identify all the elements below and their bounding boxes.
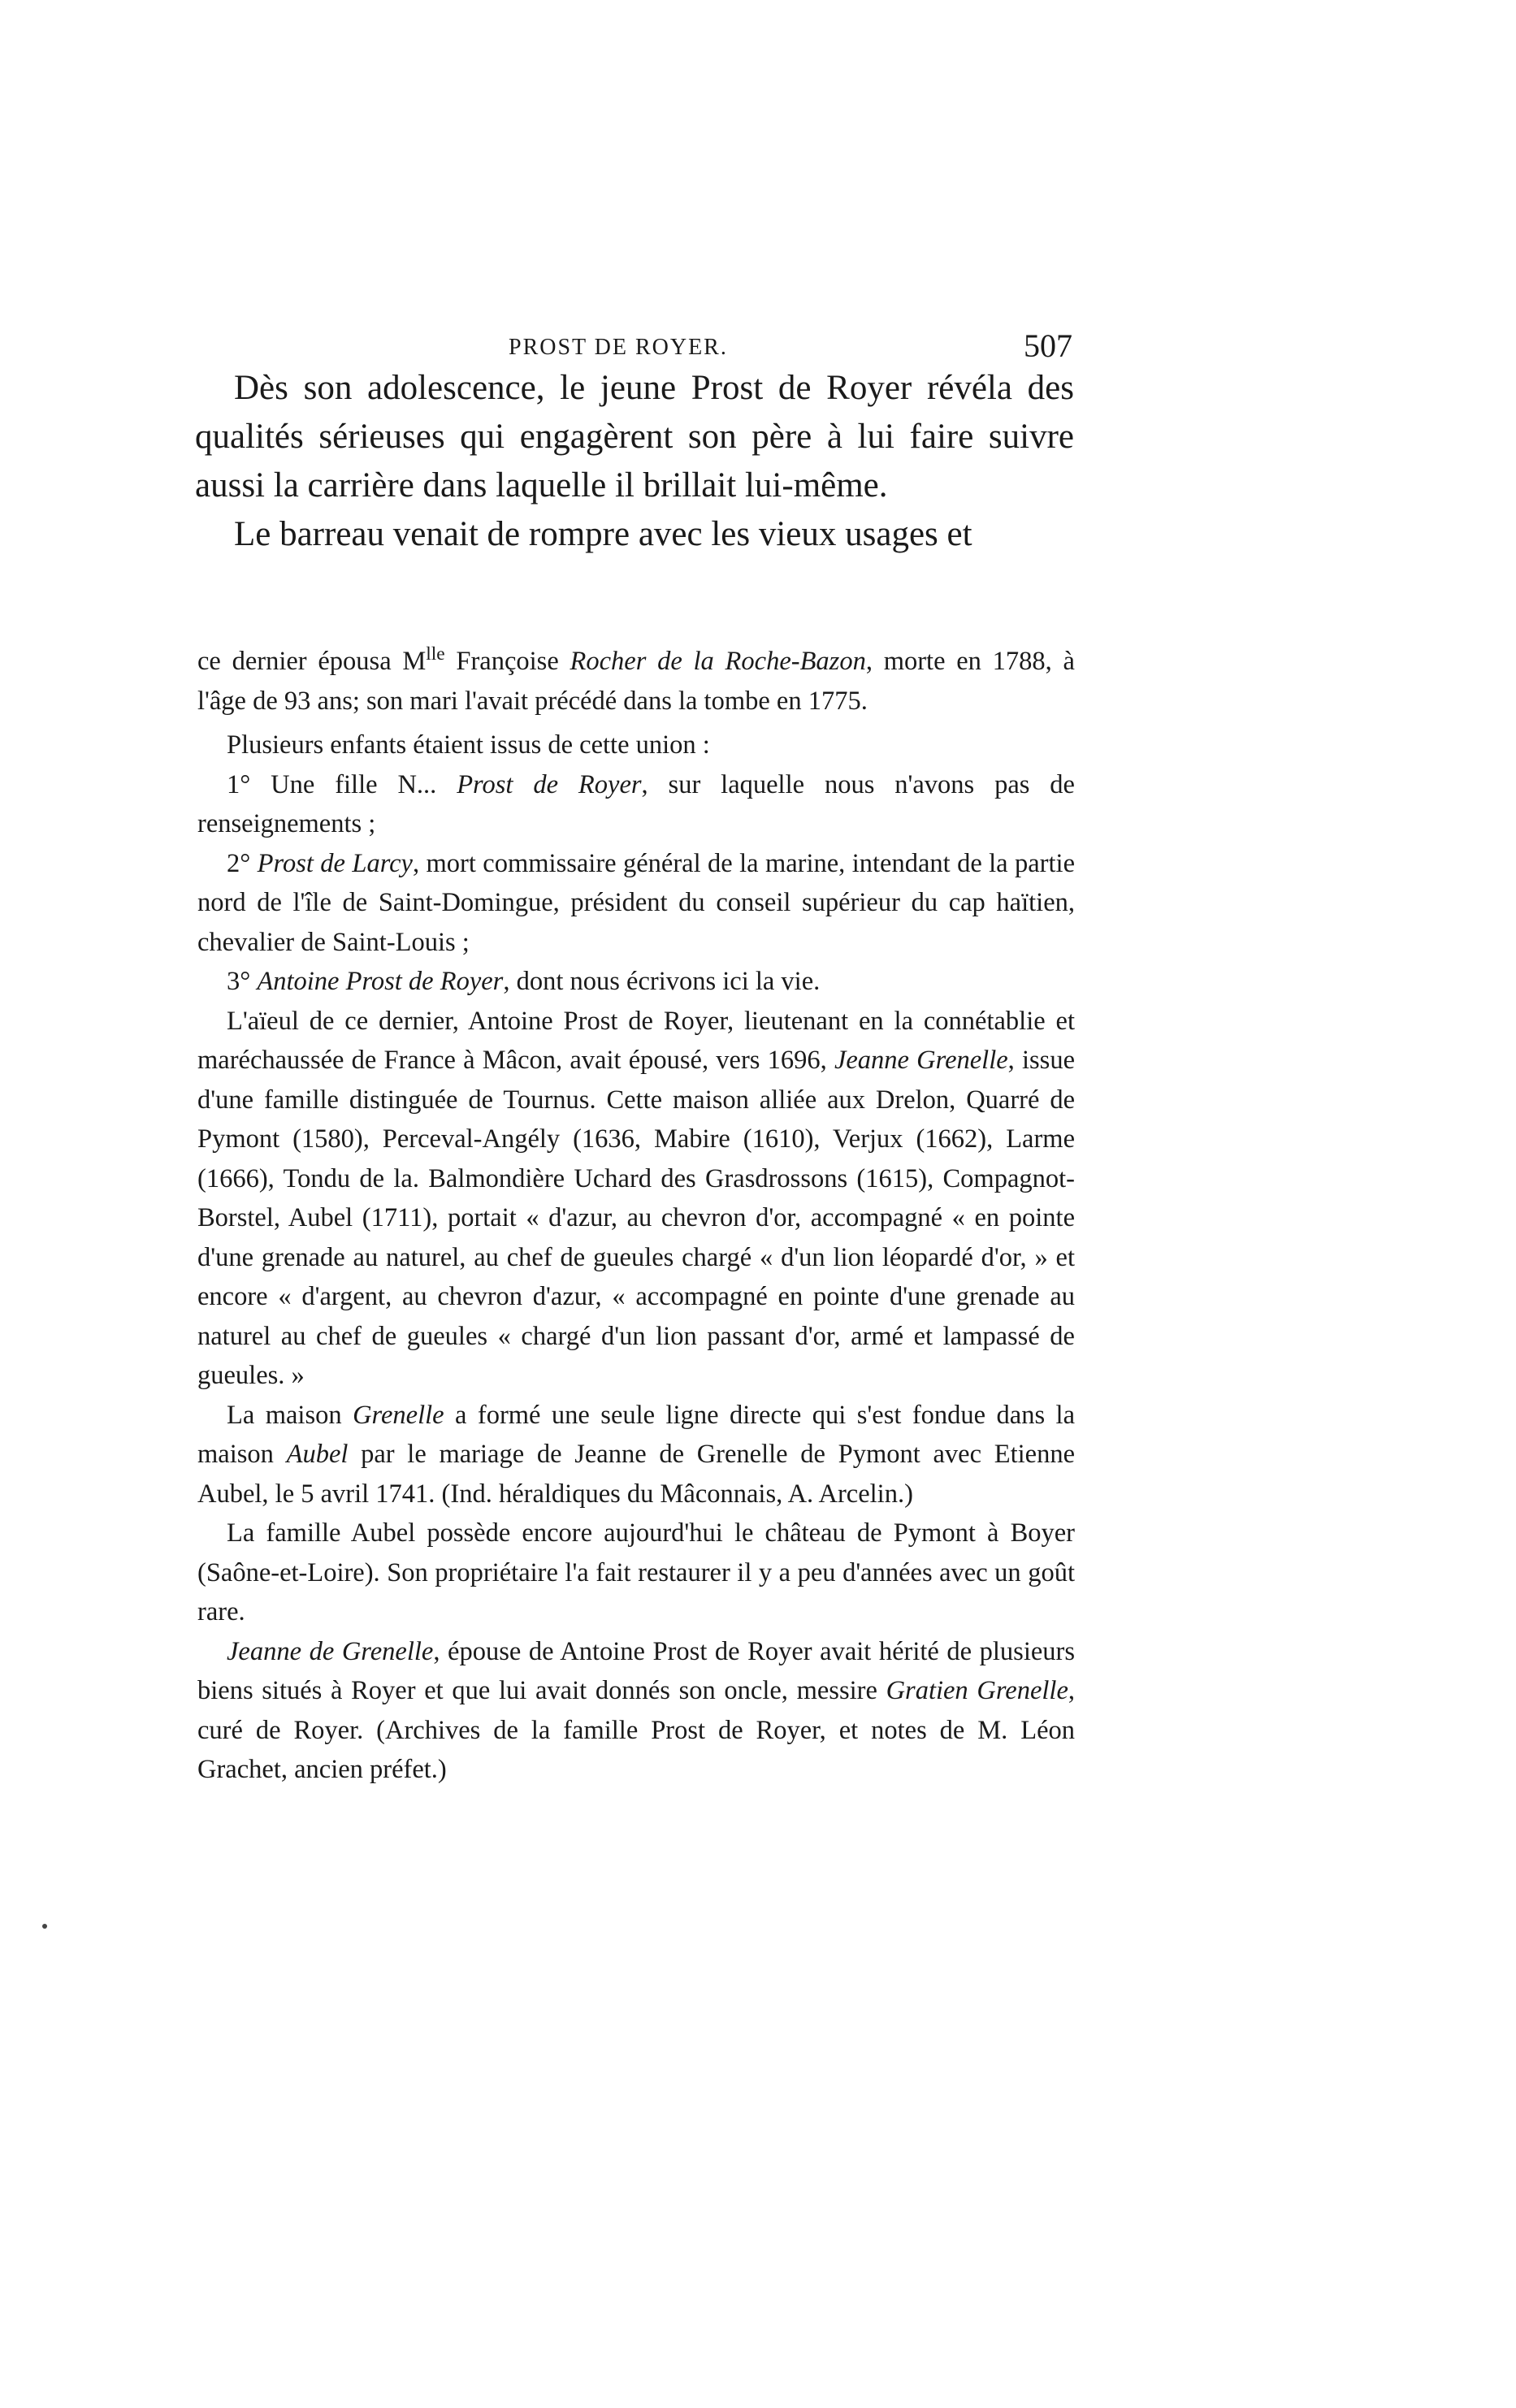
italic-name: Gratien Grenelle xyxy=(886,1676,1068,1705)
text-run: L'aïeul de ce dernier, Antoine Prost de Royer, lieutenant en la connétablie et maréchaussée de France à Mâcon, avait épousé, vers 1696, xyxy=(197,1006,1075,1075)
main-text xyxy=(195,364,1074,559)
text-run: , curé de Royer. (Archives de la famille Prost de Royer, et notes de M. Léon Grachet, ancien préfet.) xyxy=(197,1676,1075,1784)
running-title: PROST DE ROYER. xyxy=(509,335,728,360)
italic-name: Jeanne de Grenelle xyxy=(227,1636,434,1666)
footnote-paragraph xyxy=(197,642,1075,721)
footnote-paragraph xyxy=(197,844,1075,963)
text-run: , sur laquelle nous n'avons pas de renseignements ; xyxy=(197,769,1075,838)
italic-name: Jeanne Grenelle xyxy=(834,1046,1008,1075)
text-run: par le mariage de Jeanne de Grenelle de Pymont avec Etienne Aubel, le 5 avril 1741. (Ind. héraldiques du Mâconnais, A. Arcelin.) xyxy=(197,1440,1075,1509)
italic-name: Antoine Prost de Royer xyxy=(257,967,504,996)
footnote-paragraph xyxy=(197,1002,1075,1396)
italic-name: Prost de Royer xyxy=(457,769,642,799)
footnote-paragraph xyxy=(197,962,1075,1002)
page-number: 507 xyxy=(1024,327,1072,364)
superscript: lle xyxy=(426,643,445,665)
italic-name: Aubel xyxy=(286,1440,349,1469)
text-run: Françoise xyxy=(444,647,570,676)
footnotes xyxy=(197,642,1075,1790)
footnote-paragraph: Plusieurs enfants étaient issus de cette union : xyxy=(227,730,710,760)
text-run: 2° xyxy=(227,848,258,878)
text-run: ce dernier épousa M xyxy=(197,647,427,676)
italic-name: Prost de Larcy xyxy=(257,848,413,878)
italic-name: Rocher de la Roche-Bazon xyxy=(570,647,866,676)
text-run: La maison xyxy=(227,1400,353,1430)
main-paragraph: Le barreau venait de rompre avec les vieux usages et xyxy=(234,515,972,553)
footnote-paragraph: La famille Aubel possède encore aujourd'hui le château de Pymont à Boyer (Saône-et-Loire). Son propriétaire l'a fait restaurer il y a peu d'années avec un goût rare. xyxy=(197,1518,1075,1626)
text-run: , morte en 1788, à l'âge de 93 ans; son mari l'avait précédé dans la tombe en 1775. xyxy=(197,647,1075,716)
text-run: , mort commissaire général de la marine, intendant de la partie nord de l'île de Saint-Domingue, président du conseil supérieur du cap haïtien, chevalier de Saint-Louis ; xyxy=(197,848,1075,957)
italic-name: Grenelle xyxy=(353,1400,444,1430)
stray-ink-mark xyxy=(42,1924,47,1929)
footnote-paragraph xyxy=(197,1632,1075,1790)
text-run: , issue d'une famille distinguée de Tournus. Cette maison alliée aux Drelon, Quarré de Pymont (1580), Perceval-Angély (1636, Mabire (1610), Verjux (1662), Larme (1666), Tondu de la. Balmondière Uchard des Grasdrossons (1615), Compagnot-Borstel, Aubel (1711), portait « d'azur, au chevron d'or, accompagné « en pointe d'une grenade au naturel, au chef de gueules chargé « d'un lion léopardé d'or, » et encore « d'argent, au chevron d'azur, « accompagné en pointe d'une grenade au naturel au chef de gueules « chargé d'un lion passant d'or, armé et lampassé de gueules. » xyxy=(197,1046,1075,1390)
text-run: a formé une seule ligne directe qui s'est fondue dans la maison xyxy=(197,1400,1075,1469)
text-run: , épouse de Antoine Prost de Royer avait hérité de plusieurs biens situés à Royer et que lui avait donnés son oncle, messire xyxy=(197,1636,1075,1705)
footnote-paragraph xyxy=(197,1396,1075,1514)
text-run: , dont nous écrivons ici la vie. xyxy=(503,967,821,996)
footnote-paragraph xyxy=(197,765,1075,844)
main-paragraph: Dès son adolescence, le jeune Prost de Royer révéla des qualités sérieuses qui engagèrent son père à lui faire suivre aussi la carrière dans laquelle il brillait lui-même. xyxy=(195,369,1074,505)
text-run: 1° Une fille N... xyxy=(227,769,457,799)
text-run: 3° xyxy=(227,967,258,996)
